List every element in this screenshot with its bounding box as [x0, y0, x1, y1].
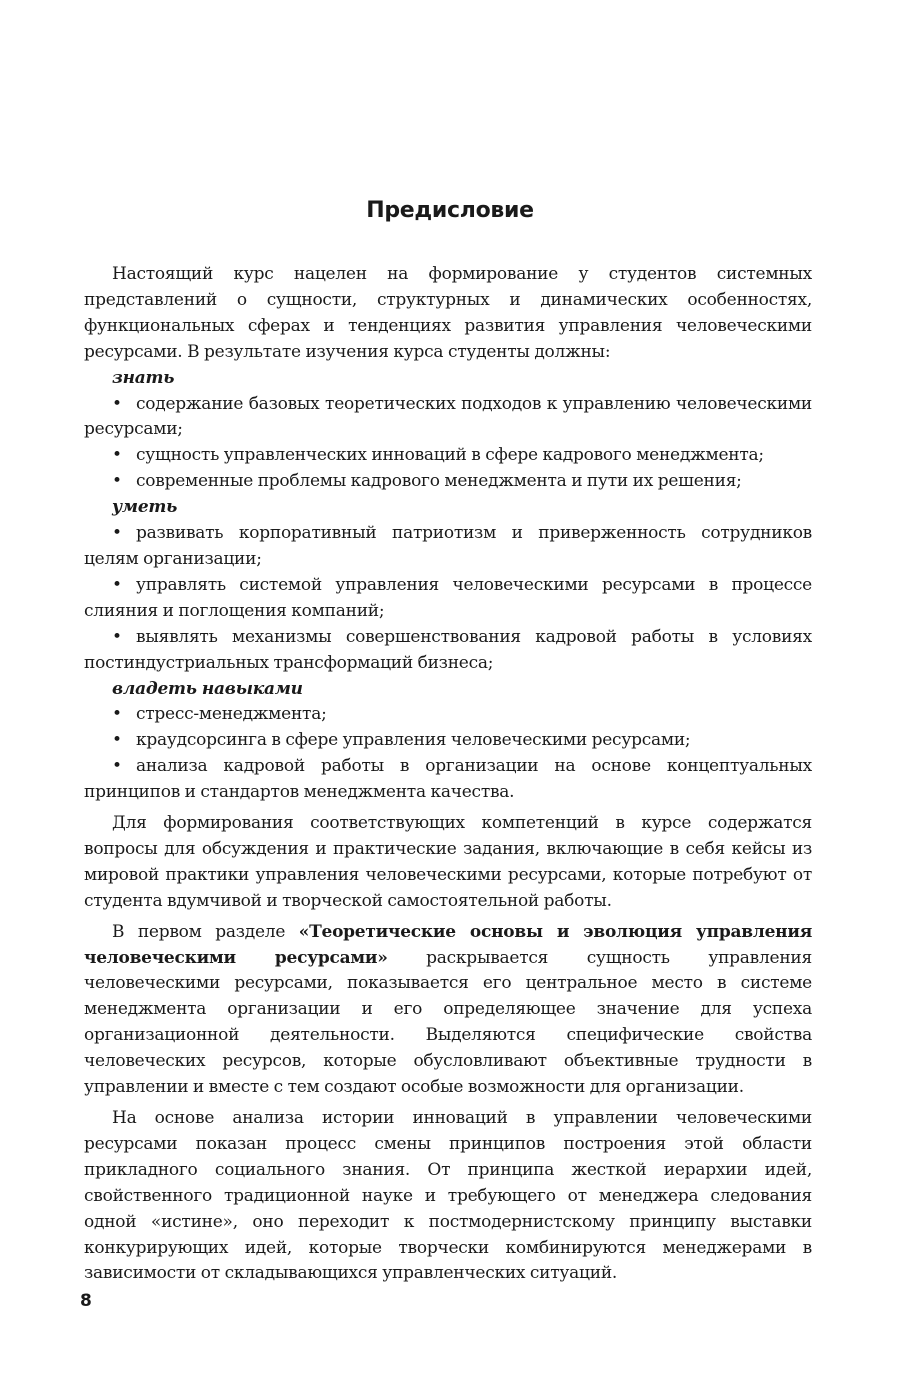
section-heading-skills: владеть навыками	[112, 678, 303, 699]
list-item: • выявлять механизмы совершенствования кадровой работы в условиях постиндустриальных трансформаций бизнеса;	[84, 626, 812, 673]
list-item: • управлять системой управления человеческими ресурсами в процессе слияния и поглощения компаний;	[84, 574, 812, 621]
list-item: • анализа кадровой работы в организации на основе концептуальных принципов и стандартов менеджмента качества.	[84, 756, 812, 803]
page-number: 8	[80, 1291, 92, 1311]
bullet-icon: •	[112, 756, 122, 777]
bullet-list-can	[84, 521, 812, 676]
bullet-list-skills	[84, 702, 812, 806]
bullet-icon: •	[112, 445, 122, 466]
competencies-paragraph: Для формирования соответствующих компетенций в курсе содержатся вопросы для обсуждения и практические задания, включающие в себя кейсы из мировой практики управления человеческими ресурсами, которые потребуют от студента вдумчивой и творческой самостоятельной работы.	[84, 813, 812, 911]
bullet-icon: •	[112, 393, 122, 414]
bullet-list-know	[84, 392, 812, 496]
bullet-icon: •	[112, 574, 122, 595]
page-body	[84, 262, 812, 1287]
section-one-title: «Теоретические основы и эволюция управления человеческими ресурсами»	[84, 921, 813, 968]
list-item: • развивать корпоративный патриотизм и приверженность сотрудников целям организации;	[84, 523, 812, 569]
list-item: • стресс-менеджмента;	[84, 702, 812, 728]
section-heading-can: уметь	[112, 497, 178, 518]
history-paragraph: На основе анализа истории инноваций в управлении человеческими ресурсами показан процесс смены принципов построения этой области прикладного социального знания. От принципа жесткой иерархии идей, свойственного традиционной науке и требующего от менеджера следования одной «истине», оно переходит к постмодернистскому принципу выставки конкурирующих идей, которые творчески комбинируются менеджерами в зависимости от складывающихся управленческих ситуаций.	[84, 1108, 812, 1284]
section-heading-know: знать	[112, 367, 175, 388]
intro-paragraph: Настоящий курс нацелен на формирование у студентов системных представлений о сущности, структурных и динамических особенностях, функциональных сферах и тенденциях развития управления человеческими ресурсами. В результате изучения курса студенты должны:	[84, 264, 812, 362]
bullet-icon: •	[112, 471, 122, 492]
bullet-icon: •	[112, 626, 122, 647]
bullet-icon: •	[112, 704, 122, 725]
section-one-paragraph: В первом разделе «Теоретические основы и эволюция управления человеческими ресурсами» раскрывается сущность управления человеческими ресурсами, показывается его центральное место в системе менеджмента организации и его определяющее значение для успеха организационной деятельности. Выделяются специфические свойства человеческих ресурсов, которые обусловливают объективные трудности в управлении и вместе с тем создают особые возможности для организации.	[84, 921, 813, 1098]
page-title: Предисловие	[366, 198, 534, 223]
list-item: • сущность управленческих инноваций в сфере кадрового менеджмента;	[84, 443, 812, 469]
list-item: • современные проблемы кадрового менеджмента и пути их решения;	[84, 469, 812, 495]
bullet-icon: •	[112, 730, 122, 751]
list-item: • краудсорсинга в сфере управления человеческими ресурсами;	[84, 728, 812, 754]
bullet-icon: •	[112, 523, 122, 544]
list-item: • содержание базовых теоретических подходов к управлению человеческими ресурсами;	[84, 393, 812, 440]
